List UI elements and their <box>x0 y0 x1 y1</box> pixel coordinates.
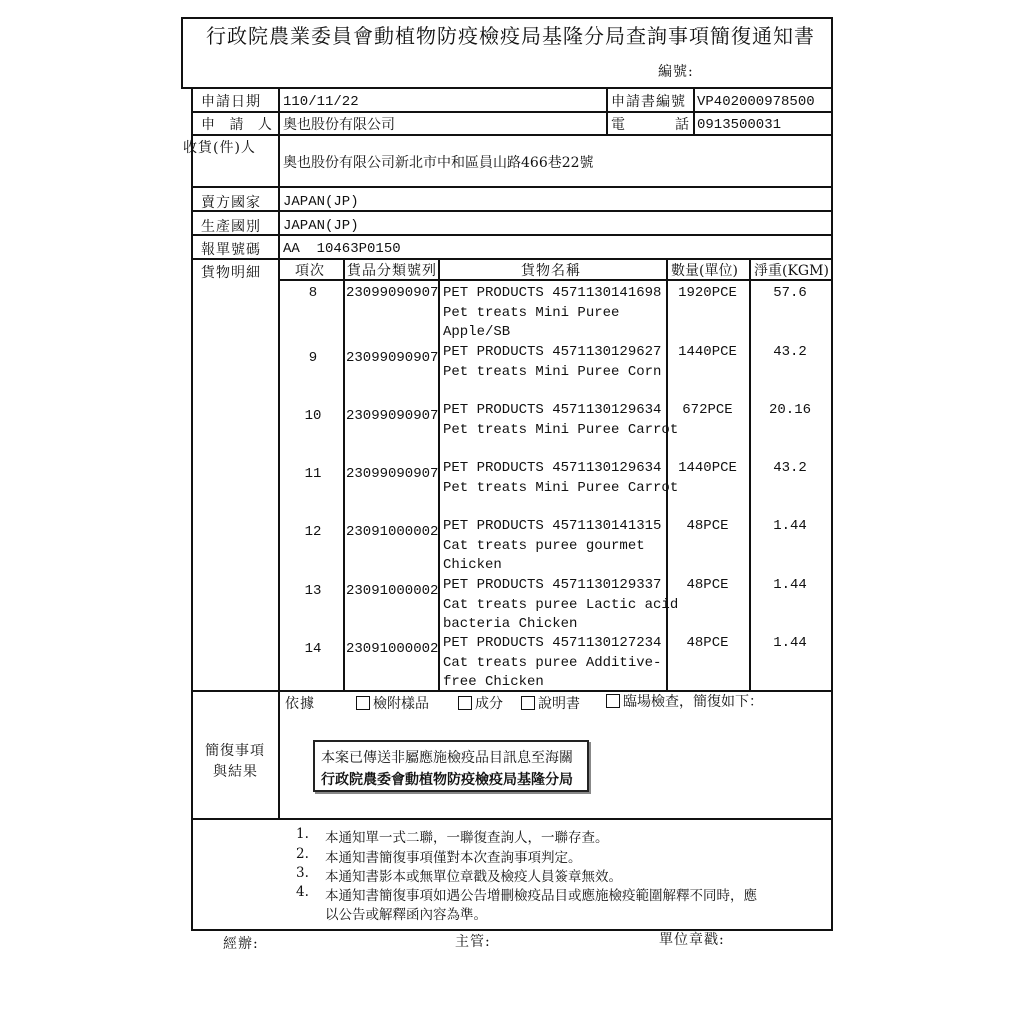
item-number: 11 <box>304 466 322 482</box>
rule-2 <box>191 111 831 113</box>
goods-name-line: free Chicken <box>443 674 544 690</box>
unit-stamp-label: 單位章戳: <box>659 932 725 948</box>
goods-name-line: PET PRODUCTS 4571130129627 <box>443 344 662 360</box>
col-label-divider <box>278 87 280 690</box>
goods-name-line: PET PRODUCTS 4571130127234 <box>443 635 662 651</box>
phone-number: 0913500031 <box>697 117 782 133</box>
frame-left <box>191 87 193 930</box>
quantity: 672PCE <box>682 402 733 418</box>
goods-name-line: Pet treats Mini Puree Corn <box>443 363 662 380</box>
goods-name-line: Pet treats Mini Puree Carrot <box>443 421 679 438</box>
hs-code: 23099090907 <box>346 350 439 366</box>
basis-option-manual[interactable] <box>521 696 580 712</box>
checkbox-icon <box>356 696 370 710</box>
phone-label-a: 電 <box>611 117 626 133</box>
net-weight: 20.16 <box>768 402 811 418</box>
declaration-no-label: 報單號碼 <box>201 242 261 258</box>
result-stamp <box>313 740 589 792</box>
origin-country: JAPAN(JP) <box>283 218 359 234</box>
quantity: 48PCE <box>686 518 729 534</box>
net-weight: 43.2 <box>773 460 807 476</box>
goods-name-line: PET PRODUCTS 4571130141315 <box>443 518 662 534</box>
basis-option-inspection-label: 臨場檢查，簡復如下： <box>623 694 763 710</box>
seller-country: JAPAN(JP) <box>283 194 359 210</box>
declaration-no: AA 10463P0150 <box>283 241 401 257</box>
document-title: 行政院農業委員會動植物防疫檢疫局基隆分局查詢事項簡復通知書 <box>206 24 815 48</box>
header-item: 項次 <box>295 263 325 279</box>
basis-option-manual-label: 說明書 <box>538 696 580 712</box>
goods-name-line: Chicken <box>443 557 502 573</box>
frame-right <box>831 17 833 930</box>
goods-name-line: Pet treats Mini Puree <box>443 304 620 321</box>
col-right-label-right <box>693 87 695 134</box>
basis-label: 依據 <box>285 696 315 712</box>
consignee-label: 收貨(件)人 <box>183 140 256 156</box>
rule-4 <box>191 186 831 188</box>
col-item <box>343 258 345 690</box>
note-4-cont: 以公告或解釋函內容為準。 <box>325 907 487 923</box>
origin-country-label: 生產國別 <box>201 219 261 235</box>
goods-name-line: PET PRODUCTS 4571130141698 <box>443 285 662 301</box>
note-1: 本通知單一式二聯，一聯復查詢人，一聯存查。 <box>325 830 609 846</box>
rule-3 <box>191 134 831 136</box>
note-4-num: 4. <box>296 884 309 900</box>
header-qty: 數量(單位) <box>671 263 738 279</box>
quantity: 1440PCE <box>678 460 737 476</box>
rule-7 <box>191 258 831 260</box>
goods-name-line: Pet treats Mini Puree Carrot <box>443 479 679 496</box>
stamp-line-1: 本案已傳送非屬應施檢疫品目訊息至海關 <box>321 750 573 766</box>
application-date-label: 申請日期 <box>201 94 261 110</box>
item-number: 12 <box>304 524 322 540</box>
header-code: 貨品分類號列 <box>347 263 437 279</box>
supervisor-label: 主管: <box>455 934 491 950</box>
note-3-num: 3. <box>296 865 309 881</box>
item-number: 14 <box>304 641 322 657</box>
applicant-name: 奧也股份有限公司 <box>283 117 395 133</box>
checkbox-icon <box>606 694 620 708</box>
rule-5 <box>191 210 831 212</box>
col-label-divider-2 <box>278 690 280 818</box>
item-number: 8 <box>308 285 318 301</box>
note-3: 本通知書影本或無單位章戳及檢疫人員簽章無效。 <box>325 869 622 885</box>
net-weight: 1.44 <box>773 635 807 651</box>
handler-label: 經辦: <box>223 936 259 952</box>
header-name: 貨物名稱 <box>521 263 581 279</box>
consignee: 奧也股份有限公司新北市中和區員山路466巷22號 <box>283 155 594 171</box>
goods-name-line: bacteria Chicken <box>443 616 578 632</box>
quantity: 48PCE <box>686 577 729 593</box>
basis-option-ingredients-label: 成分 <box>475 696 503 712</box>
seller-country-label: 賣方國家 <box>201 195 261 211</box>
result-label-1: 簡復事項 <box>205 743 265 759</box>
rule-6 <box>191 234 831 236</box>
note-2: 本通知書簡復事項僅對本次查詢事項判定。 <box>325 850 582 866</box>
quantity: 1920PCE <box>678 285 737 301</box>
goods-name-line: PET PRODUCTS 4571130129337 <box>443 577 662 593</box>
basis-option-sample-label: 檢附樣品 <box>373 696 429 712</box>
goods-name-line: Cat treats puree Additive- <box>443 654 662 671</box>
hs-code: 23091000002 <box>346 641 439 657</box>
result-label-2: 與結果 <box>213 764 258 780</box>
quantity: 48PCE <box>686 635 729 651</box>
hs-code: 23099090907 <box>346 285 439 301</box>
checkbox-icon <box>458 696 472 710</box>
quantity: 1440PCE <box>678 344 737 360</box>
application-no-label: 申請書編號 <box>611 94 686 110</box>
net-weight: 1.44 <box>773 518 807 534</box>
goods-name-line: PET PRODUCTS 4571130129634 <box>443 402 662 418</box>
basis-option-sample[interactable] <box>356 696 429 712</box>
header-weight: 淨重(KGM) <box>754 263 829 279</box>
net-weight: 43.2 <box>773 344 807 360</box>
applicant-label: 申 請 人 <box>201 117 277 133</box>
item-number: 13 <box>304 583 322 599</box>
hs-code: 23099090907 <box>346 408 439 424</box>
goods-name-line: Apple/SB <box>443 324 511 340</box>
application-no: VP402000978500 <box>697 94 815 110</box>
stamp-line-2: 行政院農委會動植物防疫檢疫局基隆分局 <box>321 772 573 788</box>
rule-9 <box>191 818 831 820</box>
item-number: 9 <box>308 350 318 366</box>
goods-name-line: Cat treats puree Lactic acid <box>443 596 679 613</box>
net-weight: 1.44 <box>773 577 807 593</box>
note-1-num: 1. <box>296 826 309 842</box>
note-4: 本通知書簡復事項如遇公告增刪檢疫品目或應施檢疫範圍解釋不同時，應 <box>325 888 757 904</box>
doc-number-label: 編號: <box>658 64 694 80</box>
checkbox-icon <box>521 696 535 710</box>
basis-option-ingredients[interactable] <box>458 696 503 712</box>
frame-top <box>181 17 833 19</box>
goods-name-line: Cat treats puree gourmet <box>443 537 645 554</box>
frame-bottom <box>191 929 833 931</box>
hs-code: 23091000002 <box>346 524 439 540</box>
hs-code: 23099090907 <box>346 466 439 482</box>
net-weight: 57.6 <box>773 285 807 301</box>
basis-option-inspection[interactable] <box>606 694 763 710</box>
goods-detail-label: 貨物明細 <box>201 265 261 281</box>
note-2-num: 2. <box>296 846 309 862</box>
goods-name-line: PET PRODUCTS 4571130129634 <box>443 460 662 476</box>
application-date: 110/11/22 <box>283 94 359 110</box>
item-number: 10 <box>304 408 322 424</box>
frame-left-top <box>181 17 183 87</box>
hs-code: 23091000002 <box>346 583 439 599</box>
col-right-label-left <box>606 87 608 134</box>
phone-label-b: 話 <box>675 117 690 133</box>
